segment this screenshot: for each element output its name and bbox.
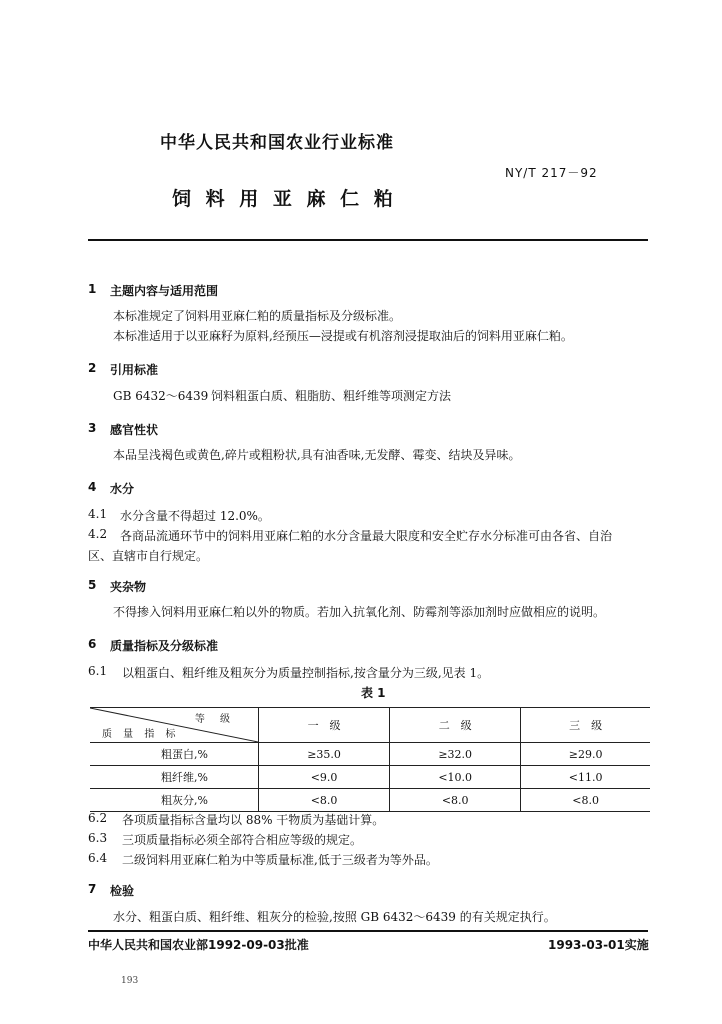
clause-4-1-number: 4.1	[88, 507, 108, 521]
section-2-title: 引用标准	[110, 363, 159, 377]
section-5-paragraph: 不得掺入饲料用亚麻仁粕以外的物质。若加入抗氧化剂、防霉剂等添加剂时应做相应的说明。	[113, 605, 606, 619]
section-1-title: 主题内容与适用范围	[110, 284, 219, 298]
row-label-fiber: 粗纤维,%	[90, 766, 259, 789]
table-cell: ≥32.0	[390, 743, 521, 766]
section-3-title: 感官性状	[110, 423, 159, 437]
section-4-number: 4	[88, 480, 97, 494]
clause-4-2-text-line-1: 各商品流通环节中的饲料用亚麻仁粕的水分含量最大限度和安全贮存水分标准可由各省、自治	[120, 529, 613, 543]
row-label-protein: 粗蛋白,%	[90, 743, 259, 766]
section-7-paragraph: 水分、粗蛋白质、粗纤维、粗灰分的检验,按照 GB 6432～6439 的有关规定执行。	[113, 910, 556, 924]
clause-4-2-number: 4.2	[88, 527, 108, 541]
section-6-title: 质量指标及分级标准	[110, 639, 219, 653]
clause-6-2-text: 各项质量指标含量均以 88% 干物质为基础计算。	[122, 813, 385, 827]
section-7-number: 7	[88, 882, 97, 896]
table-caption: 表 1	[361, 686, 386, 700]
table-row	[90, 766, 650, 789]
document-title: 饲 料 用 亚 麻 仁 粕	[172, 188, 397, 210]
effective-date: 1993-03-01实施	[548, 938, 649, 952]
header-rule	[88, 239, 648, 241]
reference-title: 饲料粗蛋白质、粗脂肪、粗纤维等项测定方法	[211, 389, 452, 403]
section-4-title: 水分	[110, 482, 135, 496]
section-5-number: 5	[88, 578, 97, 592]
corner-grade-label: 等 级	[194, 714, 236, 725]
table-cell: <10.0	[390, 766, 521, 789]
table-cell: <11.0	[521, 766, 650, 789]
clause-4-2-text-line-2: 区、直辖市自行规定。	[88, 549, 209, 563]
clause-6-4-number: 6.4	[88, 851, 108, 865]
grade-table	[90, 707, 650, 812]
footer-rule	[88, 930, 648, 932]
table-corner-cell	[90, 708, 259, 743]
section-1-number: 1	[88, 282, 97, 296]
reference-code: GB 6432～6439	[113, 389, 209, 403]
section-1-paragraph-2: 本标准适用于以亚麻籽为原料,经预压—浸提或有机溶剂浸提取油后的饲料用亚麻仁粕。	[113, 329, 573, 343]
table-cell: <8.0	[521, 789, 650, 812]
row-label-ash: 粗灰分,%	[90, 789, 259, 812]
table-cell: <8.0	[390, 789, 521, 812]
table-header-row	[90, 708, 650, 743]
clause-6-4-text: 二级饲料用亚麻仁粕为中等质量标准,低于三级者为等外品。	[122, 853, 438, 867]
grade-header-2: 二 级	[390, 708, 521, 743]
section-5-title: 夹杂物	[110, 580, 147, 594]
standard-code: NY/T 217－92	[505, 166, 598, 180]
section-1-paragraph-1: 本标准规定了饲料用亚麻仁粕的质量指标及分级标准。	[113, 309, 402, 323]
table-row	[90, 789, 650, 812]
clause-4-1-text: 水分含量不得超过 12.0%。	[120, 509, 270, 523]
table-cell: <8.0	[259, 789, 390, 812]
table-row	[90, 743, 650, 766]
grade-header-3: 三 级	[521, 708, 650, 743]
section-3-paragraph: 本品呈浅褐色或黄色,碎片或粗粉状,具有油香味,无发酵、霉变、结块及异味。	[113, 448, 521, 462]
table-cell: ≥35.0	[259, 743, 390, 766]
clause-6-3-text: 三项质量指标必须全部符合相应等级的规定。	[122, 833, 363, 847]
clause-6-1-number: 6.1	[88, 664, 108, 678]
issuer-title: 中华人民共和国农业行业标准	[160, 133, 394, 153]
section-7-title: 检验	[110, 884, 135, 898]
table-cell: <9.0	[259, 766, 390, 789]
page-number: 193	[121, 976, 139, 986]
clause-6-2-number: 6.2	[88, 811, 108, 825]
table-cell: ≥29.0	[521, 743, 650, 766]
section-6-number: 6	[88, 637, 97, 651]
approval-line: 中华人民共和国农业部1992-09-03批准	[88, 938, 309, 952]
corner-index-label: 质 量 指 标	[102, 729, 180, 740]
grade-header-1: 一 级	[259, 708, 390, 743]
section-2-number: 2	[88, 361, 97, 375]
section-3-number: 3	[88, 421, 97, 435]
clause-6-1-text: 以粗蛋白、粗纤维及粗灰分为质量控制指标,按含量分为三级,见表 1。	[122, 666, 490, 680]
clause-6-3-number: 6.3	[88, 831, 108, 845]
